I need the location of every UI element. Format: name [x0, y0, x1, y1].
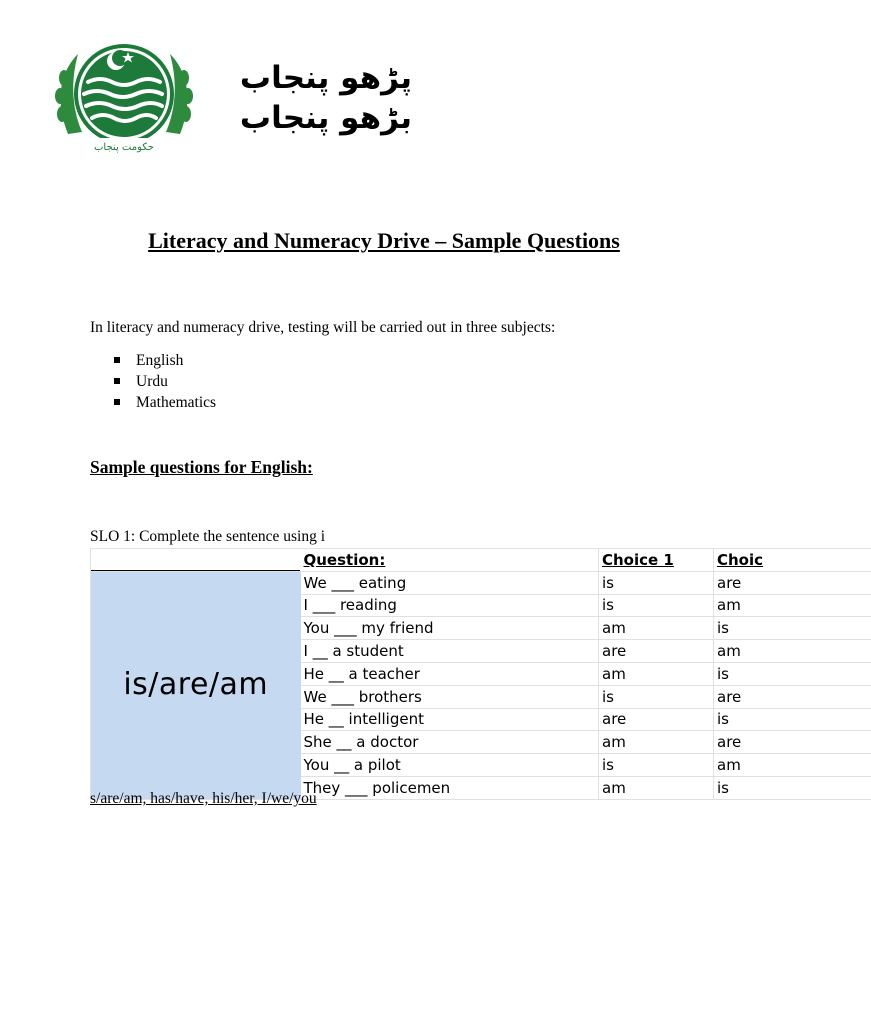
choice-cell: is — [599, 594, 714, 617]
intro-paragraph: In literacy and numeracy drive, testing will be carried out in three subjects: — [90, 319, 556, 336]
list-item: Urdu — [114, 371, 216, 392]
question-cell: I ___ reading — [301, 594, 599, 617]
question-table — [90, 548, 768, 797]
question-cell: They ___ policemen — [301, 776, 599, 799]
choice-cell: is — [599, 571, 714, 594]
table-header-empty — [91, 549, 301, 572]
page-title — [0, 228, 768, 254]
question-cell: You ___ my friend — [301, 617, 599, 640]
urdu-slogan-line-2: بڑھو پنجاب — [239, 100, 412, 136]
choice-cell: are — [599, 640, 714, 663]
logo-text: حکومت پنجاب — [94, 142, 154, 153]
subjects-list — [114, 350, 216, 413]
punjab-government-logo — [48, 34, 200, 160]
choice-cell: are — [599, 708, 714, 731]
choice-cell: are — [714, 571, 871, 594]
choice-cell: am — [714, 594, 871, 617]
question-cell: I __ a student — [301, 640, 599, 663]
question-cell: You __ a pilot — [301, 754, 599, 777]
table-row — [91, 571, 871, 594]
choice-cell: am — [599, 731, 714, 754]
urdu-slogan — [222, 58, 412, 138]
urdu-slogan-line-1: پڑھو پنجاب — [239, 60, 412, 96]
section-heading: Sample questions for English: — [90, 457, 313, 477]
choice-cell: is — [714, 662, 871, 685]
question-cell: He __ intelligent — [301, 708, 599, 731]
footer-text: s/are/am, has/have, his/her, I/we/you — [90, 790, 317, 807]
list-item: English — [114, 350, 216, 371]
choice-cell: am — [714, 640, 871, 663]
choice-cell: is — [714, 617, 871, 640]
merged-label-cell: is/are/am — [91, 571, 301, 799]
table-header-choice-1: Choice 1 — [599, 549, 714, 572]
table-header-choice-2: Choic — [714, 549, 871, 572]
choice-cell: is — [714, 708, 871, 731]
choice-cell: is — [599, 754, 714, 777]
slo-text: SLO 1: Complete the sentence using i — [90, 528, 326, 545]
question-cell: She __ a doctor — [301, 731, 599, 754]
list-item: Mathematics — [114, 392, 216, 413]
choice-cell: are — [714, 731, 871, 754]
choice-cell: am — [599, 662, 714, 685]
question-cell: We ___ brothers — [301, 685, 599, 708]
choice-cell: am — [599, 617, 714, 640]
page-title-text: Literacy and Numeracy Drive – Sample Questions — [148, 228, 620, 253]
question-cell: He __ a teacher — [301, 662, 599, 685]
table-header-row — [91, 549, 871, 572]
choice-cell: are — [714, 685, 871, 708]
choice-cell: am — [714, 754, 871, 777]
choice-cell: am — [599, 776, 714, 799]
question-cell: We ___ eating — [301, 571, 599, 594]
table-header-question: Question: — [301, 549, 599, 572]
choice-cell: is — [714, 776, 871, 799]
choice-cell: is — [599, 685, 714, 708]
